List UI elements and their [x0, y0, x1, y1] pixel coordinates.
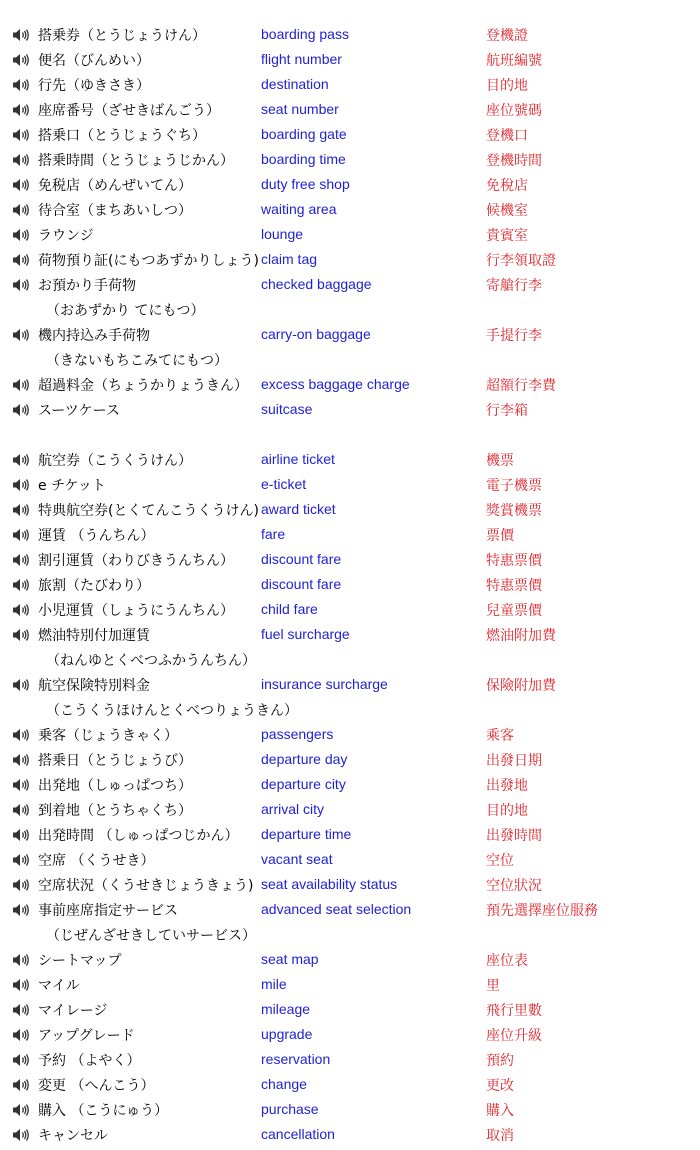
- chinese-term: 登機口: [486, 128, 528, 144]
- speaker-icon[interactable]: [12, 1128, 30, 1142]
- english-term: upgrade: [261, 1026, 313, 1042]
- english-term: waiting area: [261, 201, 337, 217]
- section-spacer: [0, 422, 700, 447]
- vocab-row: [0, 172, 700, 197]
- speaker-icon[interactable]: [12, 578, 30, 592]
- vocab-row: [0, 822, 700, 847]
- english-term: child fare: [261, 601, 318, 617]
- speaker-icon[interactable]: [12, 678, 30, 692]
- japanese-reading: （おあずかり てにもつ）: [46, 303, 205, 319]
- speaker-icon[interactable]: [12, 503, 30, 517]
- english-term: flight number: [261, 51, 342, 67]
- speaker-icon[interactable]: [12, 778, 30, 792]
- english-term: seat number: [261, 101, 339, 117]
- english-term: boarding time: [261, 151, 346, 167]
- english-term: seat map: [261, 951, 319, 967]
- japanese-term: お預かり手荷物: [38, 278, 136, 294]
- japanese-term: 空席 （くうせき）: [38, 853, 155, 869]
- chinese-term: 超額行李費: [486, 378, 556, 394]
- chinese-term: 購入: [486, 1103, 514, 1119]
- speaker-icon[interactable]: [12, 103, 30, 117]
- vocab-row: [0, 72, 700, 97]
- japanese-term: 搭乗券（とうじょうけん）: [38, 28, 206, 44]
- chinese-term: 座位升級: [486, 1028, 542, 1044]
- english-term: claim tag: [261, 251, 318, 267]
- vocab-row: [0, 797, 700, 822]
- vocab-row: [0, 97, 700, 122]
- vocab-row: [0, 147, 700, 172]
- chinese-term: 燃油附加費: [486, 628, 556, 644]
- chinese-term: 出發地: [486, 778, 528, 794]
- japanese-term: 出発地（しゅっぱつち）: [38, 778, 192, 794]
- vocab-row: [0, 22, 700, 47]
- english-term: boarding gate: [261, 126, 347, 142]
- speaker-icon[interactable]: [12, 753, 30, 767]
- vocab-row: [0, 572, 700, 597]
- english-term: carry-on baggage: [261, 326, 371, 342]
- japanese-term: e チケット: [38, 478, 106, 494]
- japanese-term: 行先（ゆきさき）: [38, 78, 150, 94]
- english-term: fuel surcharge: [261, 626, 350, 642]
- japanese-term: キャンセル: [38, 1128, 108, 1144]
- speaker-icon[interactable]: [12, 128, 30, 142]
- speaker-icon[interactable]: [12, 853, 30, 867]
- vocab-row: [0, 197, 700, 222]
- speaker-icon[interactable]: [12, 953, 30, 967]
- speaker-icon[interactable]: [12, 603, 30, 617]
- speaker-icon[interactable]: [12, 528, 30, 542]
- vocab-row: [0, 47, 700, 72]
- chinese-term: 登機證: [486, 28, 528, 44]
- speaker-icon[interactable]: [12, 803, 30, 817]
- japanese-reading: （きないもちこみてにもつ）: [46, 353, 228, 369]
- english-term: advanced seat selection: [261, 901, 412, 917]
- japanese-term: 空席状況（くうせきじょうきょう): [38, 878, 254, 894]
- chinese-term: 登機時間: [486, 153, 542, 169]
- japanese-term: 超過料金（ちょうかりょうきん）: [38, 378, 248, 394]
- speaker-icon[interactable]: [12, 378, 30, 392]
- chinese-term: 兒童票價: [486, 603, 542, 619]
- japanese-term: マイレージ: [38, 1003, 108, 1019]
- chinese-term: 獎賞機票: [486, 503, 542, 519]
- speaker-icon[interactable]: [12, 453, 30, 467]
- english-term: reservation: [261, 1051, 331, 1067]
- vocab-row: [0, 372, 700, 397]
- vocab-row: [0, 397, 700, 422]
- vocab-row: [0, 522, 700, 547]
- english-term: award ticket: [261, 501, 336, 517]
- english-term: departure time: [261, 826, 352, 842]
- english-term: suitcase: [261, 401, 313, 417]
- japanese-term: 事前座席指定サービス: [38, 903, 178, 919]
- japanese-reading: （じぜんざせきしていサービス）: [46, 928, 256, 944]
- chinese-term: 航班編號: [486, 53, 542, 69]
- japanese-term: 割引運賃（わりびきうんちん）: [38, 553, 234, 569]
- chinese-term: 里: [486, 978, 500, 994]
- english-term: boarding pass: [261, 26, 349, 42]
- english-term: seat availability status: [261, 876, 398, 892]
- vocab-row: [0, 272, 700, 297]
- japanese-term: 便名（びんめい）: [38, 53, 150, 69]
- english-term: discount fare: [261, 576, 342, 592]
- english-term: departure day: [261, 751, 348, 767]
- english-term: discount fare: [261, 551, 342, 567]
- vocab-row: [0, 597, 700, 622]
- chinese-term: 乘客: [486, 728, 514, 744]
- speaker-icon[interactable]: [12, 978, 30, 992]
- english-term: mile: [261, 976, 287, 992]
- japanese-term: 購入 （こうにゅう）: [38, 1103, 169, 1119]
- chinese-term: 票價: [486, 528, 514, 544]
- vocab-row: [0, 722, 700, 747]
- japanese-term: 航空券（こうくうけん）: [38, 453, 192, 469]
- speaker-icon[interactable]: [12, 328, 30, 342]
- chinese-term: 取消: [486, 1128, 514, 1144]
- english-term: mileage: [261, 1001, 311, 1017]
- vocab-row: [0, 897, 700, 922]
- japanese-term: 予約 （よやく）: [38, 1053, 141, 1069]
- chinese-term: 保險附加費: [486, 678, 556, 694]
- vocab-row: [0, 322, 700, 347]
- chinese-term: 空位: [486, 853, 514, 869]
- english-term: departure city: [261, 776, 346, 792]
- japanese-term: ラウンジ: [38, 228, 94, 244]
- vocabulary-list: [0, 22, 700, 1147]
- japanese-term: スーツケース: [38, 403, 120, 419]
- speaker-icon[interactable]: [12, 253, 30, 267]
- japanese-term: 搭乗日（とうじょうび）: [38, 753, 192, 769]
- vocab-row: [0, 497, 700, 522]
- speaker-icon[interactable]: [12, 1078, 30, 1092]
- japanese-term: マイル: [38, 978, 80, 994]
- japanese-term: 免税店（めんぜいてん）: [38, 178, 192, 194]
- vocab-row: [0, 997, 700, 1022]
- japanese-term: 小児運賃（しょうにうんちん）: [38, 603, 234, 619]
- english-term: airline ticket: [261, 451, 335, 467]
- speaker-icon[interactable]: [12, 203, 30, 217]
- japanese-term: 搭乗時間（とうじょうじかん）: [38, 153, 234, 169]
- chinese-term: 寄艙行李: [486, 278, 542, 294]
- vocab-row: [0, 247, 700, 272]
- japanese-term: アップグレード: [38, 1028, 135, 1044]
- chinese-term: 候機室: [486, 203, 528, 219]
- japanese-term: 乗客（じょうきゃく）: [38, 728, 178, 744]
- vocab-reading-continuation: [0, 347, 700, 372]
- english-term: cancellation: [261, 1126, 335, 1142]
- japanese-term: 特典航空券(とくてんこうくうけん): [38, 503, 259, 519]
- speaker-icon[interactable]: [12, 178, 30, 192]
- speaker-icon[interactable]: [12, 478, 30, 492]
- speaker-icon[interactable]: [12, 1103, 30, 1117]
- chinese-term: 電子機票: [486, 478, 542, 494]
- chinese-term: 出發時間: [486, 828, 542, 844]
- speaker-icon[interactable]: [12, 53, 30, 67]
- japanese-term: 座席番号（ざせきばんごう）: [38, 103, 220, 119]
- speaker-icon[interactable]: [12, 1053, 30, 1067]
- speaker-icon[interactable]: [12, 903, 30, 917]
- japanese-term: 変更 （へんこう）: [38, 1078, 155, 1094]
- vocab-row: [0, 947, 700, 972]
- speaker-icon[interactable]: [12, 828, 30, 842]
- japanese-term: 航空保険特別料金: [38, 678, 150, 694]
- chinese-term: 更改: [486, 1078, 514, 1094]
- chinese-term: 預約: [486, 1053, 514, 1069]
- japanese-term: 出発時間 （しゅっぱつじかん）: [38, 828, 239, 844]
- vocab-row: [0, 1072, 700, 1097]
- speaker-icon[interactable]: [12, 28, 30, 42]
- vocab-row: [0, 622, 700, 647]
- speaker-icon[interactable]: [12, 228, 30, 242]
- chinese-term: 目的地: [486, 803, 528, 819]
- speaker-icon[interactable]: [12, 1028, 30, 1042]
- english-term: lounge: [261, 226, 304, 242]
- japanese-reading: （ねんゆとくべつふかうんちん）: [46, 653, 256, 669]
- speaker-icon[interactable]: [12, 628, 30, 642]
- chinese-term: 貴賓室: [486, 228, 528, 244]
- japanese-term: 旅割（たびわり）: [38, 578, 150, 594]
- english-term: insurance surcharge: [261, 676, 388, 692]
- vocab-row: [0, 1022, 700, 1047]
- japanese-term: 到着地（とうちゃくち）: [38, 803, 192, 819]
- chinese-term: 座位表: [486, 953, 528, 969]
- japanese-term: 搭乗口（とうじょうぐち）: [38, 128, 206, 144]
- japanese-term: 機内持込み手荷物: [38, 328, 150, 344]
- vocab-row: [0, 447, 700, 472]
- vocab-row: [0, 747, 700, 772]
- english-term: destination: [261, 76, 329, 92]
- english-term: passengers: [261, 726, 334, 742]
- chinese-term: 目的地: [486, 78, 528, 94]
- japanese-term: 燃油特別付加運賃: [38, 628, 150, 644]
- english-term: checked baggage: [261, 276, 372, 292]
- speaker-icon[interactable]: [12, 878, 30, 892]
- chinese-term: 免稅店: [486, 178, 528, 194]
- speaker-icon[interactable]: [12, 553, 30, 567]
- chinese-term: 飛行里數: [486, 1003, 542, 1019]
- english-term: purchase: [261, 1101, 319, 1117]
- vocab-row: [0, 1047, 700, 1072]
- vocab-row: [0, 772, 700, 797]
- vocab-row: [0, 847, 700, 872]
- chinese-term: 空位狀況: [486, 878, 542, 894]
- vocab-row: [0, 1097, 700, 1122]
- speaker-icon[interactable]: [12, 278, 30, 292]
- japanese-term: 荷物預り証(にもつあずかりしょう): [38, 253, 259, 269]
- english-term: excess baggage charge: [261, 376, 410, 392]
- chinese-term: 特惠票價: [486, 553, 542, 569]
- chinese-term: 行李箱: [486, 403, 528, 419]
- english-term: duty free shop: [261, 176, 350, 192]
- chinese-term: 特惠票價: [486, 578, 542, 594]
- chinese-term: 手提行李: [486, 328, 542, 344]
- chinese-term: 機票: [486, 453, 514, 469]
- speaker-icon[interactable]: [12, 1003, 30, 1017]
- speaker-icon[interactable]: [12, 728, 30, 742]
- vocab-reading-continuation: [0, 697, 700, 722]
- vocab-row: [0, 872, 700, 897]
- vocab-row: [0, 672, 700, 697]
- english-term: vacant seat: [261, 851, 333, 867]
- vocab-reading-continuation: [0, 922, 700, 947]
- japanese-reading: （こうくうほけんとくべつりょうきん）: [46, 703, 298, 719]
- chinese-term: 行李領取證: [486, 253, 556, 269]
- japanese-term: 待合室（まちあいしつ）: [38, 203, 192, 219]
- english-term: e-ticket: [261, 476, 307, 492]
- vocab-reading-continuation: [0, 297, 700, 322]
- japanese-term: 運賃 （うんちん）: [38, 528, 155, 544]
- japanese-term: シートマップ: [38, 953, 122, 969]
- speaker-icon[interactable]: [12, 153, 30, 167]
- chinese-term: 預先選擇座位服務: [486, 903, 598, 919]
- english-term: change: [261, 1076, 307, 1092]
- vocab-reading-continuation: [0, 647, 700, 672]
- speaker-icon[interactable]: [12, 78, 30, 92]
- english-term: fare: [261, 526, 286, 542]
- vocab-row: [0, 547, 700, 572]
- vocab-row: [0, 222, 700, 247]
- vocab-row: [0, 122, 700, 147]
- speaker-icon[interactable]: [12, 403, 30, 417]
- chinese-term: 座位號碼: [486, 103, 542, 119]
- chinese-term: 出發日期: [486, 753, 542, 769]
- vocab-row: [0, 472, 700, 497]
- vocab-row: [0, 1122, 700, 1147]
- vocab-row: [0, 972, 700, 997]
- english-term: arrival city: [261, 801, 325, 817]
